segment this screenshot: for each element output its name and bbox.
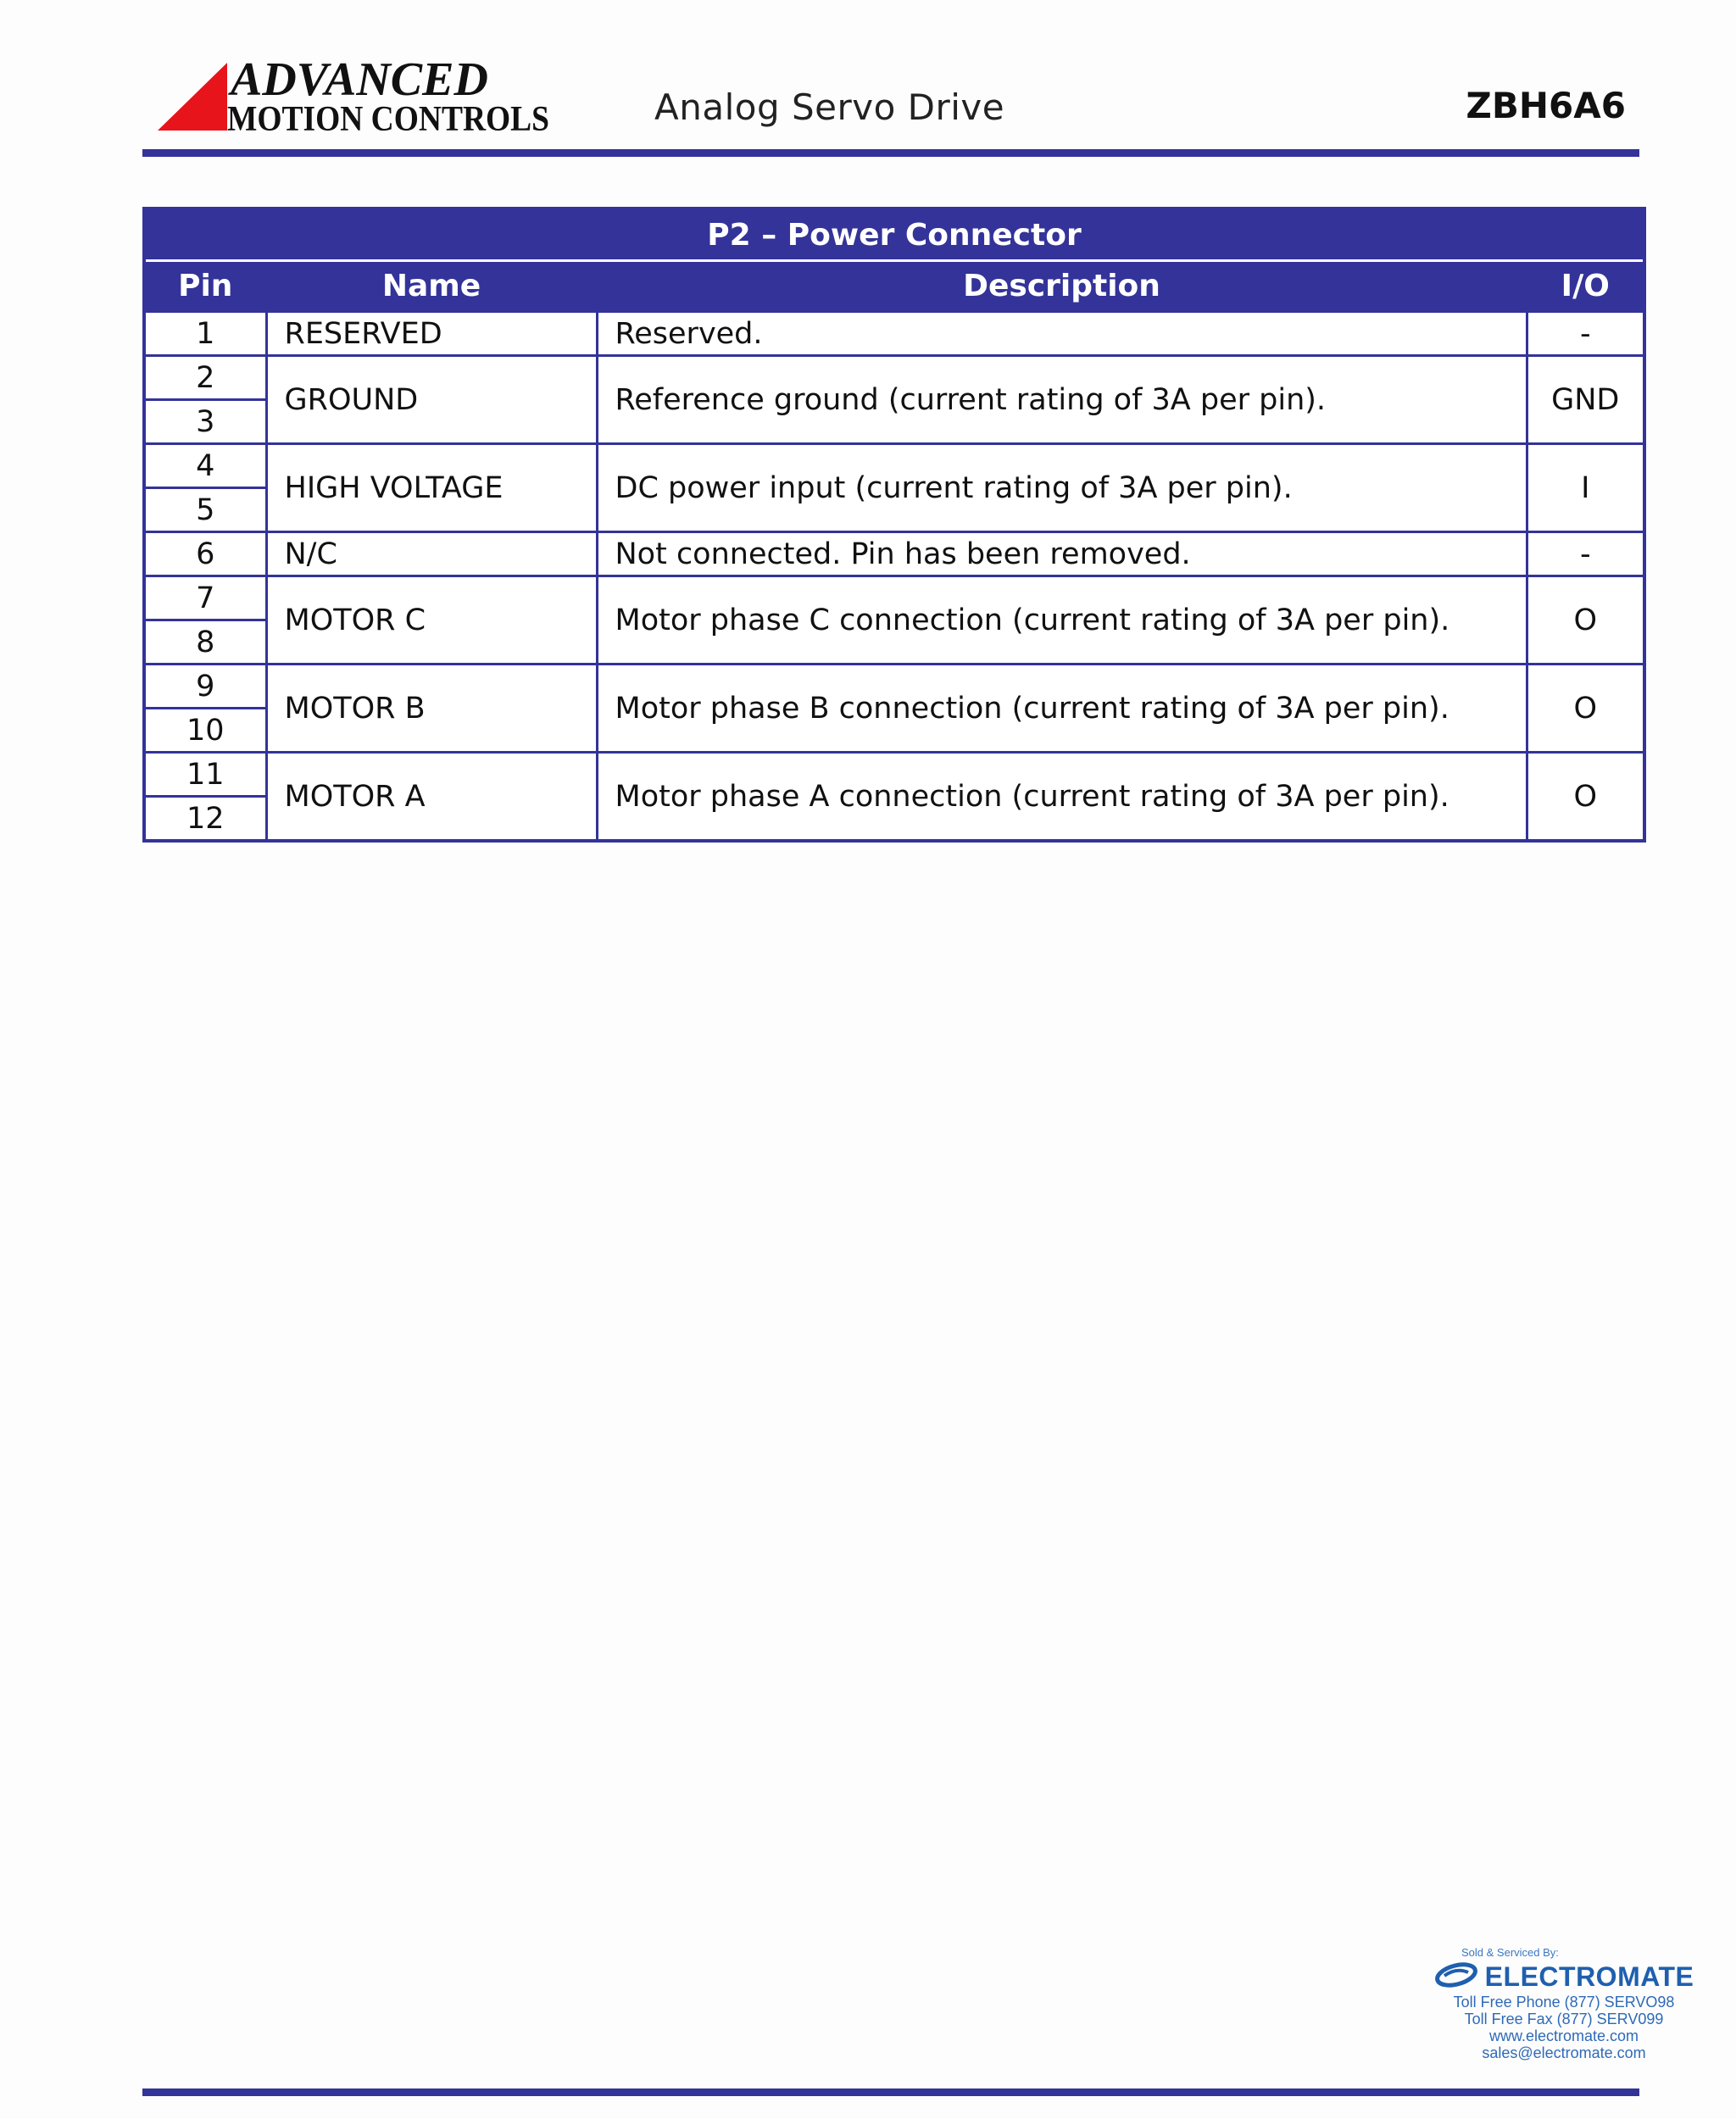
pin-cell: 7	[144, 576, 266, 620]
io-cell: GND	[1527, 356, 1644, 444]
distributor-fax: Toll Free Fax (877) SERV099	[1464, 2011, 1664, 2027]
pin-cell: 1	[144, 312, 266, 356]
table-row	[144, 753, 1644, 797]
description-cell: Motor phase B connection (current rating of 3A per pin).	[597, 665, 1527, 753]
table-row	[144, 312, 1644, 356]
name-cell: GROUND	[266, 356, 597, 444]
column-header-description: Description	[597, 261, 1527, 312]
table-row	[144, 576, 1644, 620]
column-header-pin: Pin	[144, 261, 266, 312]
distributor-badge	[1441, 1946, 1694, 2061]
io-cell: O	[1527, 665, 1644, 753]
document-title: Analog Servo Drive	[654, 86, 1005, 128]
table-caption: P2 – Power Connector	[144, 209, 1644, 261]
description-cell: Reference ground (current rating of 3A per pin).	[597, 356, 1527, 444]
sold-by-label: Sold & Serviced By:	[1461, 1946, 1559, 1959]
description-cell: DC power input (current rating of 3A per pin).	[597, 444, 1527, 532]
pin-cell: 10	[144, 709, 266, 753]
power-connector-table	[142, 207, 1646, 843]
table-row	[144, 356, 1644, 400]
pin-cell: 6	[144, 532, 266, 576]
description-cell: Reserved.	[597, 312, 1527, 356]
name-cell: MOTOR A	[266, 753, 597, 842]
distributor-website-link[interactable]: www.electromate.com	[1488, 2027, 1639, 2044]
pin-cell: 5	[144, 488, 266, 532]
name-cell: HIGH VOLTAGE	[266, 444, 597, 532]
part-number: ZBH6A6	[1466, 85, 1626, 126]
footer-rule	[142, 2088, 1639, 2096]
io-cell: -	[1527, 312, 1644, 356]
pin-cell: 2	[144, 356, 266, 400]
pin-cell: 8	[144, 620, 266, 665]
distributor-email-link[interactable]: sales@electromate.com	[1482, 2044, 1646, 2061]
description-cell: Motor phase C connection (current rating of 3A per pin).	[597, 576, 1527, 665]
logo-word-motion-controls: MOTION CONTROLS	[227, 100, 549, 137]
pin-cell: 4	[144, 444, 266, 488]
name-cell: MOTOR C	[266, 576, 597, 665]
io-cell: I	[1527, 444, 1644, 532]
description-cell: Not connected. Pin has been removed.	[597, 532, 1527, 576]
electromate-swoosh-icon	[1434, 1960, 1478, 1994]
column-header-io: I/O	[1527, 261, 1644, 312]
table-body	[144, 312, 1644, 842]
name-cell: N/C	[266, 532, 597, 576]
table-row	[144, 444, 1644, 488]
table-header-row	[144, 261, 1644, 312]
io-cell: O	[1527, 753, 1644, 842]
logo-graphic	[158, 56, 556, 137]
table-caption-row	[144, 209, 1644, 261]
distributor-brand: ELECTROMATE	[1484, 1961, 1694, 1992]
name-cell: RESERVED	[266, 312, 597, 356]
pin-cell: 3	[144, 400, 266, 444]
table-row	[144, 665, 1644, 709]
column-header-name: Name	[266, 261, 597, 312]
header-rule	[142, 149, 1639, 157]
pin-cell: 11	[144, 753, 266, 797]
distributor-phone: Toll Free Phone (877) SERVO98	[1453, 1994, 1675, 2011]
logo-word-advanced: ADVANCED	[231, 56, 488, 106]
pin-cell: 9	[144, 665, 266, 709]
distributor-brand-row	[1441, 1960, 1694, 1994]
table-row	[144, 532, 1644, 576]
description-cell: Motor phase A connection (current rating of 3A per pin).	[597, 753, 1527, 842]
company-logo	[158, 56, 556, 137]
io-cell: -	[1527, 532, 1644, 576]
name-cell: MOTOR B	[266, 665, 597, 753]
io-cell: O	[1527, 576, 1644, 665]
pin-cell: 12	[144, 797, 266, 842]
